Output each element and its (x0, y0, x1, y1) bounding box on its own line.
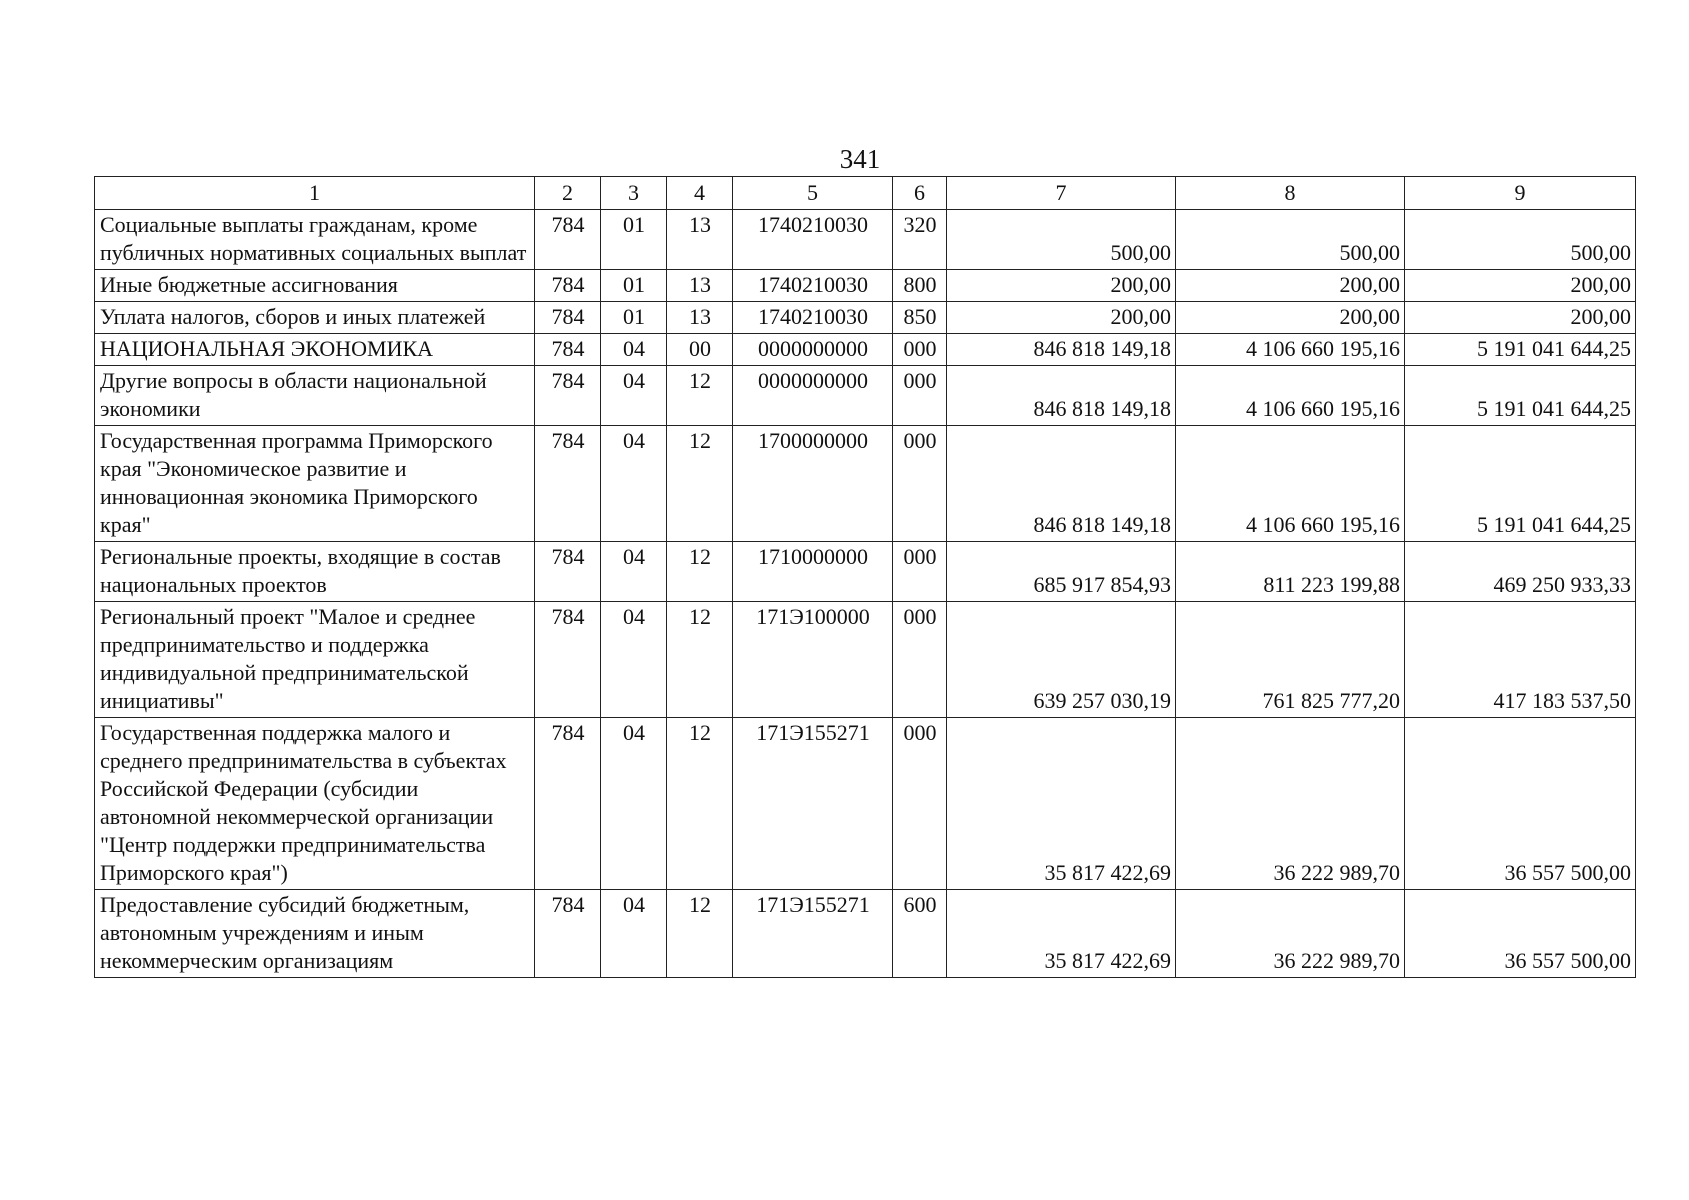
ministry-code: 784 (535, 366, 601, 426)
table-row (95, 890, 1636, 978)
amount-col-9: 5 191 041 644,25 (1405, 334, 1636, 366)
amount-col-7: 846 818 149,18 (947, 334, 1176, 366)
row-name: Региональные проекты, входящие в состав национальных проектов (95, 542, 535, 602)
amount-col-8: 500,00 (1176, 210, 1405, 270)
header-cell-3: 3 (601, 177, 667, 210)
section-code: 04 (601, 602, 667, 718)
section-code: 04 (601, 366, 667, 426)
section-code: 01 (601, 302, 667, 334)
expense-type-code: 800 (893, 270, 947, 302)
header-cell-9: 9 (1405, 177, 1636, 210)
amount-col-9: 36 557 500,00 (1405, 890, 1636, 978)
table-row (95, 602, 1636, 718)
row-name: Другие вопросы в области национальной экономики (95, 366, 535, 426)
amount-col-9: 500,00 (1405, 210, 1636, 270)
section-code: 01 (601, 270, 667, 302)
row-name: Уплата налогов, сборов и иных платежей (95, 302, 535, 334)
amount-col-8: 36 222 989,70 (1176, 890, 1405, 978)
header-cell-8: 8 (1176, 177, 1405, 210)
amount-col-8: 4 106 660 195,16 (1176, 334, 1405, 366)
table-row (95, 718, 1636, 890)
amount-col-8: 761 825 777,20 (1176, 602, 1405, 718)
amount-col-9: 469 250 933,33 (1405, 542, 1636, 602)
amount-col-8: 36 222 989,70 (1176, 718, 1405, 890)
table-row (95, 302, 1636, 334)
table-row (95, 210, 1636, 270)
table-row (95, 366, 1636, 426)
header-cell-4: 4 (667, 177, 733, 210)
header-cell-6: 6 (893, 177, 947, 210)
section-code: 04 (601, 718, 667, 890)
target-article-code: 0000000000 (733, 366, 893, 426)
expense-type-code: 600 (893, 890, 947, 978)
target-article-code: 0000000000 (733, 334, 893, 366)
amount-col-7: 200,00 (947, 302, 1176, 334)
ministry-code: 784 (535, 890, 601, 978)
subsection-code: 12 (667, 718, 733, 890)
subsection-code: 12 (667, 426, 733, 542)
header-cell-5: 5 (733, 177, 893, 210)
table-row (95, 334, 1636, 366)
amount-col-8: 811 223 199,88 (1176, 542, 1405, 602)
expense-type-code: 850 (893, 302, 947, 334)
row-name: Региональный проект "Малое и среднее предпринимательство и поддержка индивидуальной предпринимательской инициативы" (95, 602, 535, 718)
row-name: НАЦИОНАЛЬНАЯ ЭКОНОМИКА (95, 334, 535, 366)
amount-col-7: 685 917 854,93 (947, 542, 1176, 602)
amount-col-7: 846 818 149,18 (947, 366, 1176, 426)
section-code: 04 (601, 334, 667, 366)
target-article-code: 171Э155271 (733, 890, 893, 978)
table-row (95, 542, 1636, 602)
amount-col-9: 36 557 500,00 (1405, 718, 1636, 890)
ministry-code: 784 (535, 334, 601, 366)
row-name: Государственная программа Приморского края "Экономическое развитие и инновационная экономика Приморского края" (95, 426, 535, 542)
ministry-code: 784 (535, 426, 601, 542)
expense-type-code: 000 (893, 542, 947, 602)
target-article-code: 171Э155271 (733, 718, 893, 890)
table-row (95, 270, 1636, 302)
target-article-code: 1700000000 (733, 426, 893, 542)
ministry-code: 784 (535, 718, 601, 890)
ministry-code: 784 (535, 542, 601, 602)
expense-type-code: 000 (893, 426, 947, 542)
amount-col-9: 200,00 (1405, 270, 1636, 302)
page-number: 341 (839, 144, 881, 174)
target-article-code: 1710000000 (733, 542, 893, 602)
header-cell-7: 7 (947, 177, 1176, 210)
row-name: Социальные выплаты гражданам, кроме публичных нормативных социальных выплат (95, 210, 535, 270)
amount-col-8: 4 106 660 195,16 (1176, 426, 1405, 542)
subsection-code: 12 (667, 366, 733, 426)
header-cell-1: 1 (95, 177, 535, 210)
row-name: Предоставление субсидий бюджетным, автономным учреждениям и иным некоммерческим организациям (95, 890, 535, 978)
subsection-code: 13 (667, 210, 733, 270)
ministry-code: 784 (535, 602, 601, 718)
ministry-code: 784 (535, 210, 601, 270)
amount-col-8: 4 106 660 195,16 (1176, 366, 1405, 426)
amount-col-9: 5 191 041 644,25 (1405, 426, 1636, 542)
header-cell-2: 2 (535, 177, 601, 210)
amount-col-7: 500,00 (947, 210, 1176, 270)
subsection-code: 12 (667, 602, 733, 718)
expense-type-code: 000 (893, 602, 947, 718)
expense-type-code: 320 (893, 210, 947, 270)
expense-type-code: 000 (893, 334, 947, 366)
amount-col-8: 200,00 (1176, 302, 1405, 334)
amount-col-8: 200,00 (1176, 270, 1405, 302)
section-code: 04 (601, 542, 667, 602)
row-name: Государственная поддержка малого и среднего предпринимательства в субъектах Российской Федерации (субсидии автономной некоммерческой организации "Центр поддержки предпринимательства Приморского края") (95, 718, 535, 890)
expense-type-code: 000 (893, 718, 947, 890)
section-code: 01 (601, 210, 667, 270)
amount-col-9: 5 191 041 644,25 (1405, 366, 1636, 426)
subsection-code: 13 (667, 302, 733, 334)
table-row (95, 426, 1636, 542)
subsection-code: 12 (667, 542, 733, 602)
section-code: 04 (601, 426, 667, 542)
target-article-code: 1740210030 (733, 270, 893, 302)
target-article-code: 171Э100000 (733, 602, 893, 718)
amount-col-7: 35 817 422,69 (947, 890, 1176, 978)
budget-table (94, 176, 1636, 978)
amount-col-9: 417 183 537,50 (1405, 602, 1636, 718)
amount-col-7: 639 257 030,19 (947, 602, 1176, 718)
ministry-code: 784 (535, 270, 601, 302)
target-article-code: 1740210030 (733, 210, 893, 270)
row-name: Иные бюджетные ассигнования (95, 270, 535, 302)
amount-col-7: 846 818 149,18 (947, 426, 1176, 542)
subsection-code: 12 (667, 890, 733, 978)
subsection-code: 00 (667, 334, 733, 366)
amount-col-7: 35 817 422,69 (947, 718, 1176, 890)
amount-col-7: 200,00 (947, 270, 1176, 302)
target-article-code: 1740210030 (733, 302, 893, 334)
ministry-code: 784 (535, 302, 601, 334)
header-row (95, 177, 1636, 210)
expense-type-code: 000 (893, 366, 947, 426)
subsection-code: 13 (667, 270, 733, 302)
amount-col-9: 200,00 (1405, 302, 1636, 334)
section-code: 04 (601, 890, 667, 978)
